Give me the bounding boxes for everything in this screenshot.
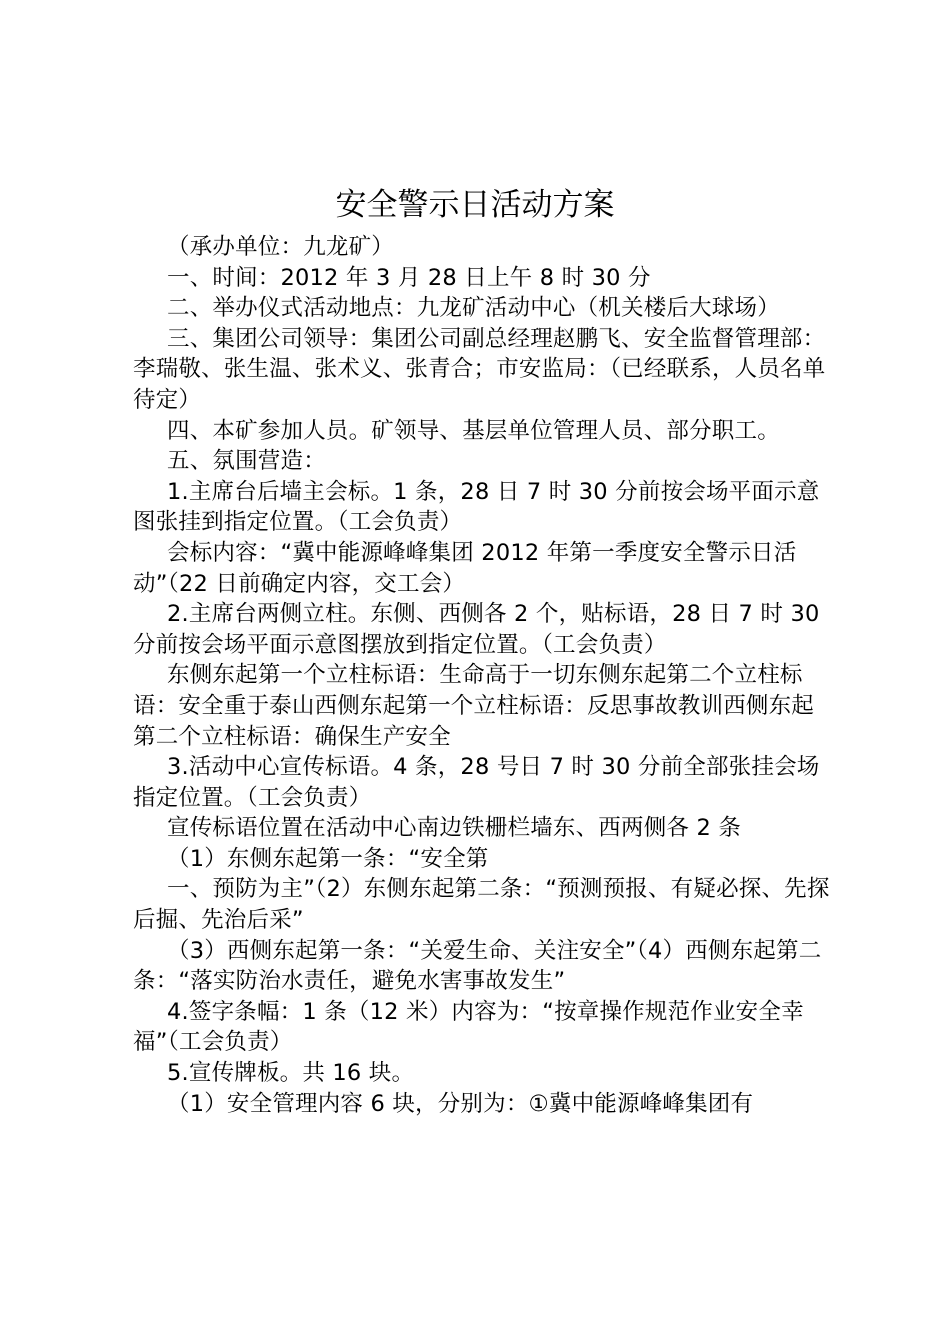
- paragraph-banner-content: 会标内容：“冀中能源峰峰集团 2012 年第一季度安全警示日活动”（22 日前确定内容，交工会）: [133, 539, 797, 597]
- paragraph-slogan-2: 一、预防为主”（2）东侧东起第二条：“预测预报、有疑必探、先探后掘、先治后采”: [133, 876, 830, 934]
- paragraph-atmosphere-heading: 五、氛围营造：: [167, 448, 326, 475]
- paragraph-pillars: 2.主席台两侧立柱。东侧、西侧各 2 个，贴标语，28 日 7 时 30 分前按会场平面示意图摆放到指定位置。（工会负责）: [133, 601, 820, 658]
- paragraph-center-slogans: 3.活动中心宣传标语。4 条，28 号日 7 时 30 分前全部张挂会场指定位置。（工会负责）: [133, 754, 820, 811]
- paragraph-main-banner: 1.主席台后墙主会标。1 条，28 日 7 时 30 分前按会场平面示意图张挂到指定位置。（工会负责）: [133, 478, 820, 536]
- paragraph-pillar-slogans: 东侧东起第一个立柱标语：生命高于一切东侧东起第二个立柱标语：安全重于泰山西侧东起第一个立柱标语：反思事故教训西侧东起第二个立柱标语：确保生产安全: [133, 662, 815, 750]
- paragraph-participants: 四、本矿参加人员。矿领导、基层单位管理人员、部分职工。: [167, 417, 780, 444]
- paragraph-signature-banner: 4.签字条幅：1 条（12 米）内容为：“按章操作规范作业安全幸福”（工会负责）: [133, 998, 804, 1056]
- paragraph-slogan-1: （1）东侧东起第一条：“安全第: [167, 845, 489, 872]
- paragraph-boards: 5.宣传牌板。共 16 块。: [167, 1060, 415, 1087]
- paragraph-slogan-3-4: （3）西侧东起第一条：“关爱生命、关注安全”（4）西侧东起第二条：“落实防治水责任，避免水害事故发生”: [133, 937, 822, 995]
- paragraph-location: 二、举办仪式活动地点：九龙矿活动中心（机关楼后大球场）: [167, 295, 780, 322]
- paragraph-organizer: （承办单位：九龙矿）: [167, 234, 395, 260]
- paragraph-time: 一、时间：2012 年 3 月 28 日上午 8 时 30 分: [167, 264, 651, 291]
- paragraph-leaders: 三、集团公司领导：集团公司副总经理赵鹏飞、安全监督管理部：李瑞敬、张生温、张术义、张青合；市安监局：（已经联系，人员名单待定）: [133, 325, 826, 413]
- document-body: [133, 232, 833, 1119]
- document-title: 安全警示日活动方案: [335, 187, 615, 223]
- paragraph-slogan-position: 宣传标语位置在活动中心南边铁栅栏墙东、西两侧各 2 条: [167, 815, 742, 842]
- paragraph-safety-boards: （1）安全管理内容 6 块，分别为：①冀中能源峰峰集团有: [167, 1090, 754, 1117]
